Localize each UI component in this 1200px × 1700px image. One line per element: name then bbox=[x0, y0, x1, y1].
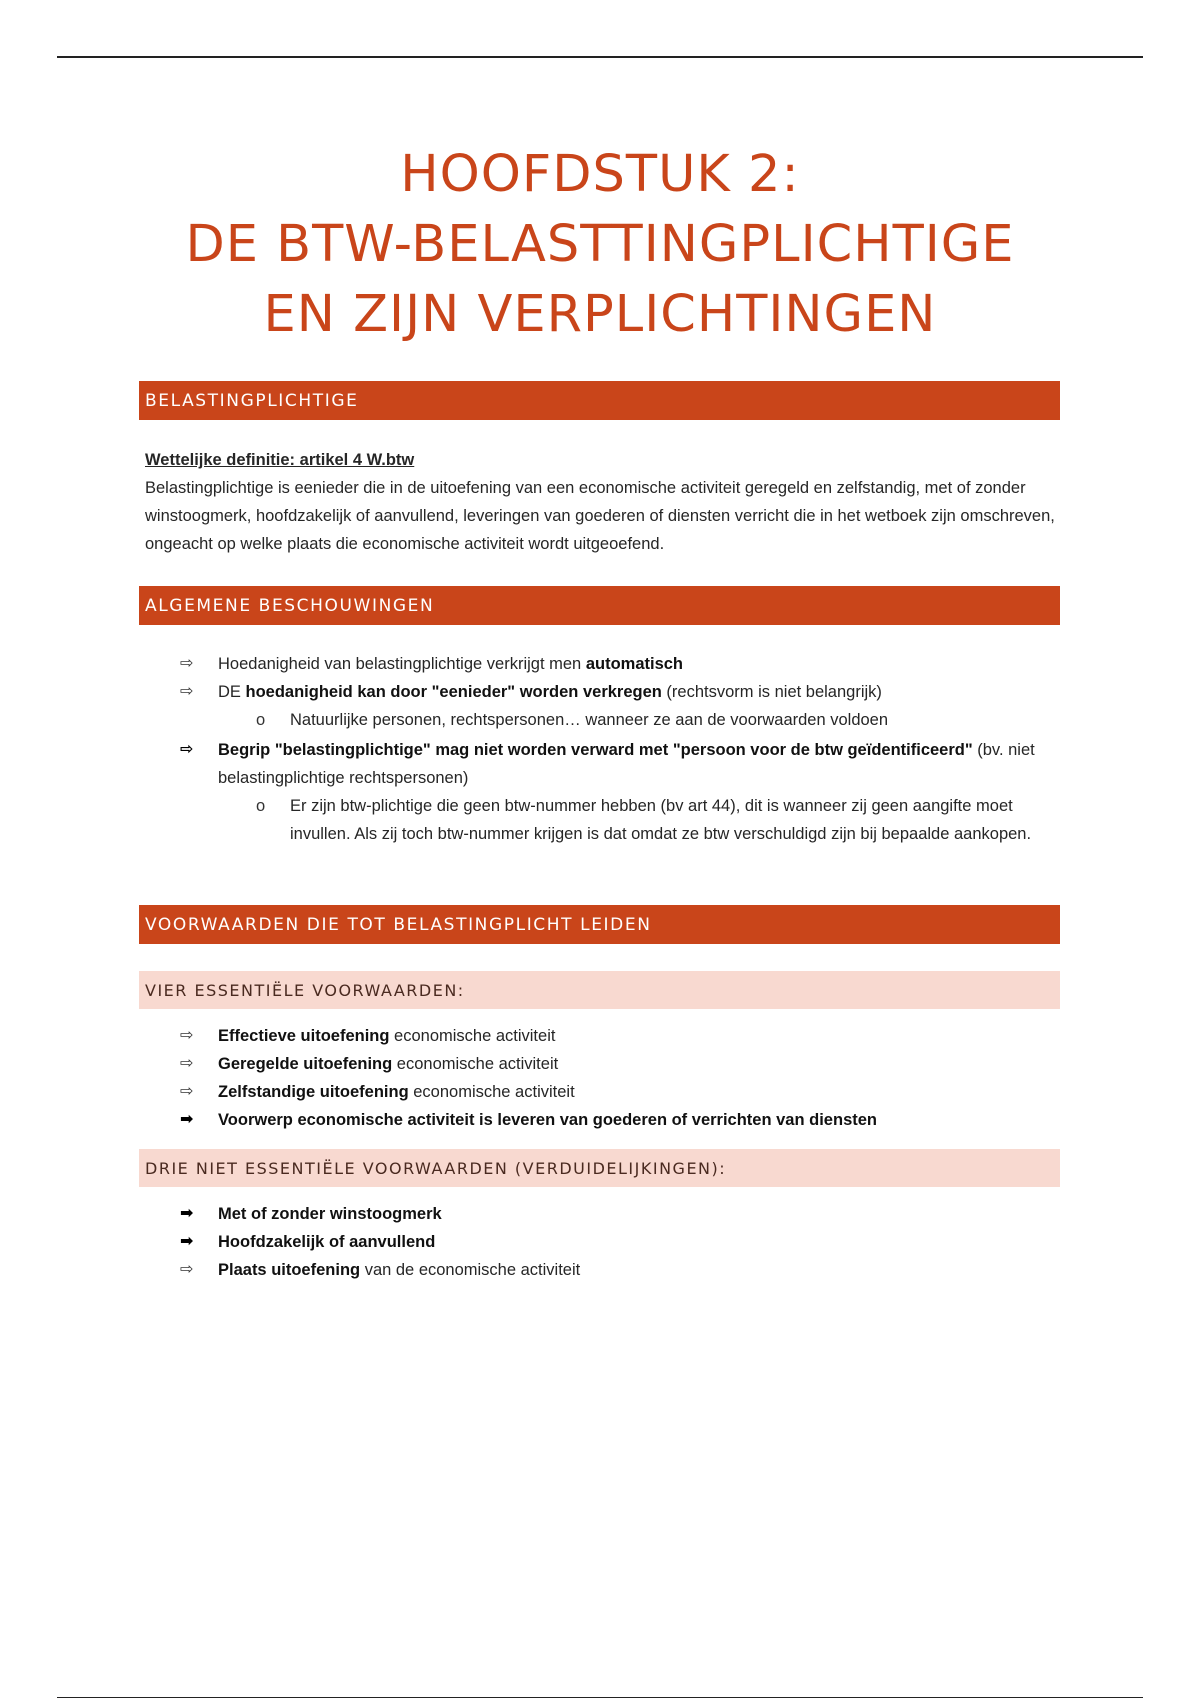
title-line-1: HOOFDSTUK 2: bbox=[400, 145, 800, 204]
non-essential-conditions-list bbox=[180, 1200, 1060, 1284]
list-item: ⇨ Hoedanigheid van belastingplichtige verkrijgt men automatisch bbox=[180, 650, 1060, 678]
definition-text: Belastingplichtige is eenieder die in de uitoefening van een economische activiteit geregeld en zelfstandig, met of zonder winstoogmerk, hoofdzakelijk of aanvullend, leveringen van goederen of diensten verricht die in het wetboek zijn omschreven, ongeacht op welke plaats die economische activiteit wordt uitgeoefend. bbox=[145, 479, 1055, 553]
arrow-bullet-icon: ⇨ bbox=[180, 741, 194, 758]
list-item: ➡ Met of zonder winstoogmerk bbox=[180, 1200, 1060, 1228]
essential-conditions-list bbox=[180, 1022, 1060, 1134]
arrow-bullet-icon: ⇨ bbox=[180, 683, 194, 700]
section-heading-belastingplichtige: BELASTINGPLICHTIGE bbox=[139, 381, 1060, 420]
list-item: ⇨ Effectieve uitoefening economische activiteit bbox=[180, 1022, 1060, 1050]
list-item: ⇨ Geregelde uitoefening economische activiteit bbox=[180, 1050, 1060, 1078]
arrow-bullet-icon: ⇨ bbox=[180, 1261, 194, 1278]
arrow-bullet-icon: ➡ bbox=[180, 1205, 194, 1222]
section-heading-algemene-beschouwingen: ALGEMENE BESCHOUWINGEN bbox=[139, 586, 1060, 625]
arrow-bullet-icon: ⇨ bbox=[180, 1083, 194, 1100]
definition-block bbox=[145, 446, 1060, 558]
arrow-bullet-icon: ➡ bbox=[180, 1111, 194, 1128]
arrow-bullet-icon: ➡ bbox=[180, 1233, 194, 1250]
arrow-bullet-icon: ⇨ bbox=[180, 1055, 194, 1072]
circle-bullet-icon: o bbox=[256, 797, 266, 815]
circle-bullet-icon: o bbox=[256, 711, 266, 729]
list-item: ➡ Voorwerp economische activiteit is leveren van goederen of verrichten van diensten bbox=[180, 1106, 1060, 1134]
subheading-non-essential-conditions: DRIE NIET ESSENTIËLE VOORWAARDEN (VERDUIDELIJKINGEN): bbox=[139, 1149, 1060, 1187]
bottom-rule bbox=[57, 1697, 1143, 1698]
title-line-2: DE BTW-BELASTTINGPLICHTIGE bbox=[185, 215, 1015, 274]
list-item: ⇨ Plaats uitoefening van de economische activiteit bbox=[180, 1256, 1060, 1284]
sub-list-item: o Natuurlijke personen, rechtspersonen… wanneer ze aan de voorwaarden voldoen bbox=[180, 706, 1060, 734]
sub-list-item: o Er zijn btw-plichtige die geen btw-nummer hebben (bv art 44), dit is wanneer zij geen aangifte moet invullen. Als zij toch btw-nummer krijgen is dat omdat ze btw verschuldigd zijn bij bepaalde aankopen. bbox=[180, 792, 1060, 848]
arrow-bullet-icon: ⇨ bbox=[180, 655, 194, 672]
list-item: ⇨ Begrip "belastingplichtige" mag niet worden verward met "persoon voor de btw geïdentificeerd" (bv. niet belastingplichtige rechtspersonen) bbox=[180, 736, 1060, 792]
general-considerations-list bbox=[180, 650, 1060, 848]
title-line-3: EN ZIJN VERPLICHTINGEN bbox=[263, 285, 937, 344]
list-item: ⇨ Zelfstandige uitoefening economische activiteit bbox=[180, 1078, 1060, 1106]
subheading-essential-conditions: VIER ESSENTIËLE VOORWAARDEN: bbox=[139, 971, 1060, 1009]
list-item: ➡ Hoofdzakelijk of aanvullend bbox=[180, 1228, 1060, 1256]
arrow-bullet-icon: ⇨ bbox=[180, 1027, 194, 1044]
list-item: ⇨ DE hoedanigheid kan door "eenieder" worden verkregen (rechtsvorm is niet belangrijk) bbox=[180, 678, 1060, 706]
definition-heading: Wettelijke definitie: artikel 4 W.btw bbox=[145, 451, 415, 469]
top-rule bbox=[57, 56, 1143, 58]
section-heading-voorwaarden: VOORWAARDEN DIE TOT BELASTINGPLICHT LEIDEN bbox=[139, 905, 1060, 944]
page-title bbox=[140, 140, 1060, 350]
